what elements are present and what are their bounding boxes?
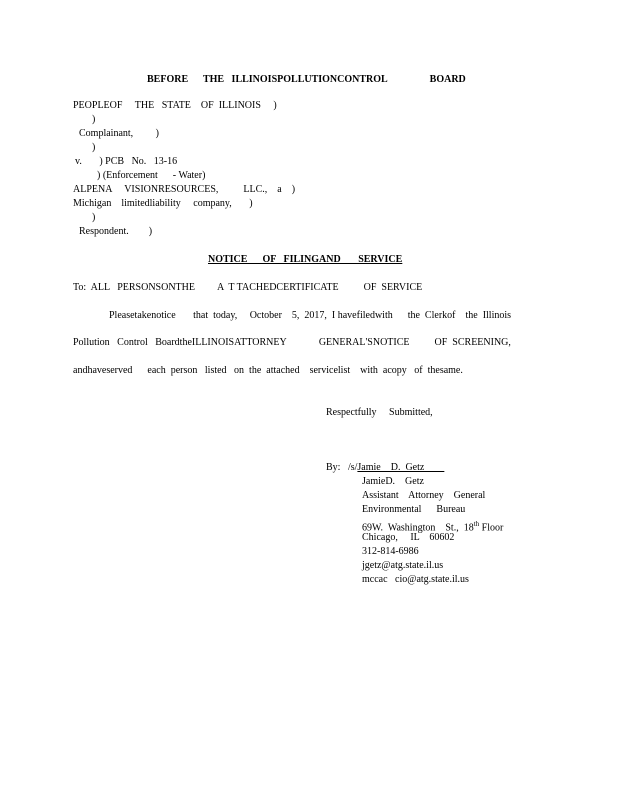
address-street: 69W. Washington St., 18 bbox=[362, 522, 474, 534]
signer-bureau: Environmental Bureau bbox=[362, 504, 466, 515]
body-line: andhaveserved each person listed on the attached servicelist with acopy of thesame. bbox=[73, 365, 463, 376]
address-floor: Floor bbox=[479, 522, 504, 534]
caption-line: PEOPLEOF THE STATE OF ILLINOIS ) bbox=[73, 100, 277, 111]
notice-title: NOTICE OF FILINGAND SERVICE bbox=[208, 254, 403, 265]
caption-line: Michigan limitedliability company, ) bbox=[73, 198, 253, 209]
caption-line: Complainant, ) bbox=[79, 128, 159, 139]
signed-name: Jamie D. Getz bbox=[357, 462, 445, 473]
caption-line: v. ) PCB No. 13-16 bbox=[75, 156, 178, 167]
caption-line: ) bbox=[92, 212, 96, 223]
signer-title: Assistant Attorney General bbox=[362, 490, 486, 501]
signature-line bbox=[326, 462, 444, 474]
signer-name: JamieD. Getz bbox=[362, 476, 424, 487]
body-line: Pollution Control BoardtheILLINOISATTORNEY GENERAL'SNOTICE OF SCREENING, bbox=[73, 337, 511, 348]
signer-city: Chicago, IL 60602 bbox=[362, 532, 455, 543]
hearing-board-heading: BEFORE THE ILLINOISPOLLUTIONCONTROL BOARD bbox=[147, 74, 466, 85]
to-line: To: ALL PERSONSONTHE A T TACHEDCERTIFICATE OF SERVICE bbox=[73, 282, 423, 293]
caption-line: ) bbox=[92, 114, 96, 125]
closing: Respectfully Submitted, bbox=[326, 407, 433, 418]
caption-line: Respondent. ) bbox=[79, 226, 153, 237]
signer-phone: 312-814-6986 bbox=[362, 546, 419, 557]
caption-line: ALPENA VISIONRESOURCES, LLC., a ) bbox=[73, 184, 296, 195]
caption-line: ) bbox=[92, 142, 96, 153]
floor-superscript: th bbox=[473, 520, 480, 528]
signer-email-secondary[interactable]: mccac cio@atg.state.il.us bbox=[362, 574, 469, 585]
caption-line: ) (Enforcement - Water) bbox=[97, 170, 206, 181]
body-line: Pleasetakenotice that today, October 5, 2017, I havefiledwith the Clerkof the Illinois bbox=[109, 310, 512, 321]
signer-email[interactable]: jgetz@atg.state.il.us bbox=[362, 560, 444, 571]
by-label: By: /s/ bbox=[326, 462, 358, 473]
